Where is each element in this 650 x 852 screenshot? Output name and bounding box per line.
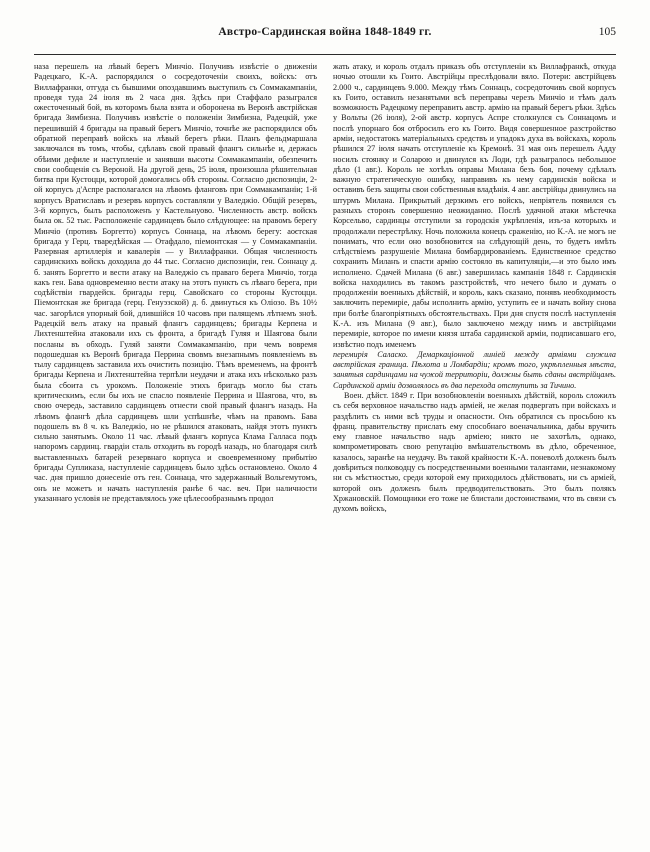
paragraph: жать атаку, и король отдалъ приказъ объ отступленіи къ Виллафранкѣ, откуда ночью отошли къ Гоито. Австрійцы преслѣдовали вяло. Потери: австрійцевъ 2.000 ч., сардинцевъ 9.000. Между тѣмъ Соннацъ, сосредоточивъ свой корпусъ къ Гоито, оставилъ незанятыми всѣ переправы черезъ Минчіо и тѣмъ далъ возможность Радецкому переправить австр. армію на правый берегъ рѣки. Здѣсь у Вольты (26 іюля), 2-ой австр. корпусъ Аспре столкнулся съ Соннацомъ и послѣ упорнаго боя отбросилъ его къ Гоито. Видя совершенное разстройство арміи, недостатокъ матеріальныхъ средствъ и упадокъ духа въ войскахъ, король рѣшился 27 іюля начать отступленіе къ Кремонѣ. 31 мая онъ перешелъ Адду носилъ стоянку и Соларою и двинулся къ Лоди, гдѣ разыгралось небольшое дѣло (1 авг.). Король не хотѣлъ оправы Милана безъ боя, почему сдѣлалъ важную стратегическую ошибку, направивъ къ нему сардинскія войска и оставивъ безъ защиты свои собственныя владѣнія. 4 авг. австрійцы двинулись на штурмъ Милана. Прикрытый дерзкимъ его войскъ, непріятель появился съ разныхъ сторонъ совершенно неожиданно. Послѣ удачной атаки мѣстечка Корсельво, сардинцы отступили за городскія укрѣпленія, изъ-за которыхъ и продолжали перестрѣлку. Ночь положила конецъ сраженію, но К.-А. не могъ не понимать, что если оно возобновится на слѣдующій день, то будетъ имѣть слѣдствіемъ разрушеніе Милана бомбардированіемъ. Единственное средство сохранить Миланъ и спасти армію состояло въ капитуляціи,—и это было имъ исполнено. Сдачей Милана (6 авг.) завершилась кампанія 1848 г. Сардинскія войска находились въ такомъ разстройствѣ, что нечего было и думать о продолженіи военныхъ дѣйствій, и король, какъ сказано, понявъ необходимость заключить перемиріе, дабы исполнить армію, уступить ее и начать войну снова при болѣе благопріятныхъ обстоятельствахъ. При дня спустя послѣ наступленія К.-А. изъ Милана (9 авг.), было заключено между нимъ и австрійцами перемиріе, которое по имени князя штаба сардинской арміи, подписавшаго его, извѣстно подъ именемъ — [333, 62, 616, 349]
column-left — [34, 62, 317, 837]
column-right — [333, 62, 616, 837]
page-header — [34, 26, 616, 48]
page-title: Австро-Сардинская война 1848-1849 гг. — [218, 26, 432, 38]
paragraph: наза перешелъ на лѣвый берегъ Минчіо. Получивъ извѣстіе о движеніи Радецкаго, К.-А. распорядился о сосредоточеніи своихъ, войскъ: отъ Виллафранки, отгуда съ бывшими опоздавшимъ выступилъ съ Соммакампаніи, проведя туда 24 іюля въ 2 часа дня. Здѣсь при Стаффало разыгрался ожесточенный бой, въ которомъ была взята и оборонена въ Веронѣ австрійская бригада Зимбизна. Получивъ извѣстіе о положеніи Зимбизна, Радецкій, уже перешившій 4 бригады на правый берегъ Минчіо, точнѣе же распорядился объ обратной переправѣ войскъ на лѣвый берегъ рѣки. Планъ фельдмаршала заключался въ томъ, чтобы, сдѣлавъ свой правый флангъ сильнѣе и, держась обѣими дефиле и наступленіе и занявши высоты Соммакампаніи, обезпечить свои сообщенія съ Вероной. На другой день, 25 іюля, произошла рѣшительная битва при Кустоцци, которой домогались обѣ стороны. Согласно диспозиціи, 2-ой корпусъ д'Аспре располагался на лѣвомъ фланговъ при Соммакампаніи; 1-й корпусъ Вратиславъ и резервъ корпусъ составляли у Валеджіо. Общій резервъ, 3-й корпусъ, былъ расположенъ у Кастельнуово. Численность австр. войскъ была ок. 52 тыс. Расположеніе сардинцевъ было слѣдующее: на правомъ берегу Минчіо (противъ Боргетто) корпусъ Соннаца, на лѣвомъ берегу: аоєтская бригада у Герц. тваредѣйская — Отафдало, піемонтская — у Соммакампаніи. Разервная артиллерія и кавалерія — у Виллафранки. Общая численность сардинскихъ войскъ доходила до 44 тыс. Согласно диспозиціи, ген. Соннацу д. б. занять Боргетто и вести атаку на Валеджіо съ праваго берега Минчіо, тогда какъ ген. Бава одновременно вести атаку на этотъ пунктъ съ лѣваго берега, при содѣйствіи гвардейск. бригады герц. Савойскаго со стороны Кустоцци. Піемонтская же бригада (герц. Генуэзской) д. б. двинуться къ Оліозо. Въ 10½ час. загорѣлся упорный бой, длившійся 10 часовъ при палящемъ лѣтнемъ зноѣ. Радецкій велъ атаку на правый флангъ сардинцевъ; бригады Керпена и Лихтенштейна атаковали ихъ съ фронта, а бригадѣ Гуляя и Шаягова были посланы въ обходъ. Гуляй заняти Соммакампанію, при чемъ вовремя подошедшая къ Веронѣ бригада Перрина свовмъ внезапнымъ появленіемъ въ тылу сардинцевъ заставила ихъ очистить позицію. Тѣмъ временемъ, на фронтѣ бригады Керпена и Лихтенштейна терпѣли неудачи и атака ихъ нѣсколько разъ была сбоита съ урокомъ. Положеніе этихъ бригадъ могло бы стать критическимъ, если бы ихъ не спасло появленіе Перрина и Шаягова, что, въ свою очередь, заставило сардинцевъ отнести свой правый флангъ назадъ. На лѣвомъ флангѣ дѣла сардинцевъ шли успѣшнѣе, чѣмъ на правомъ. Бава подошелъ въ 8 ч. къ Валеджіо, но не рѣшился атаковать, найдя этотъ пунктъ сильно занятымъ. Около 11 час. лѣвый флангъ корпуса Клама Галласа подъ напоромъ сардинц. гвардіи сталь отходить въ городѣ назадъ, но благодаря силѣ выставленныхъ батарей резервнаго корпуса и своевременному прибытію бригады Супликаза, наступленіе сардинцевъ было здѣсь остановлено. Около 4 час. дня пришло донесеніе отъ ген. Соннаца, что задержанный Вольгемутомъ, онъ не можетъ и начать наступленія ранѣе 6 час. веч. При наличности указаннаго условія не представлялось уже цѣлесообразнымъ продол — [34, 62, 317, 503]
paragraph: перемирія Саласко. Демаркаціонной линіей между арміями служила австрійская граница. Пѣхота и Ломбардіи; кромѣ того, укрѣпленныя мѣста, занятыя сардинцами на чужой территоріи, должны быть сданы австрійцамъ. Сардинской арміи дозволялось въ два перехода отступить за Тичино. — [333, 349, 616, 390]
text-columns — [34, 62, 616, 837]
page-number: 105 — [598, 26, 616, 38]
header-divider — [34, 54, 616, 55]
paragraph: Воен. дѣйст. 1849 г. При возобновленіи военныхъ дѣйствій, король сложилъ съ себя верховное начальство надъ арміей, не желая подвергать при войскахъ и раздѣлить съ ними всѣ труды и опасности. Онъ обратился съ просьбою къ франц. правительству прислать ему способнаго военачальника, дабы вручить ему главное начальство надъ арміею; никто не захотѣлъ, однако, компрометировать свою репутацію вмѣшательствомъ въ дѣло, обреченное, казалось, заранѣе на неудачу. Въ такой крайности К.-А. поневолѣ долженъ былъ довѣриться полководцу съ посредственными военными талантами, незнакомому ни съ мѣстностью, среди которой ему приходилось дѣйствовать, ни съ арміей, которой онъ долженъ былъ предводительствовать. Это былъ полякъ Хржановскій. Помощники его тоже не блистали достоинствами, что въ связи съ духомъ войскъ, — [333, 391, 616, 514]
